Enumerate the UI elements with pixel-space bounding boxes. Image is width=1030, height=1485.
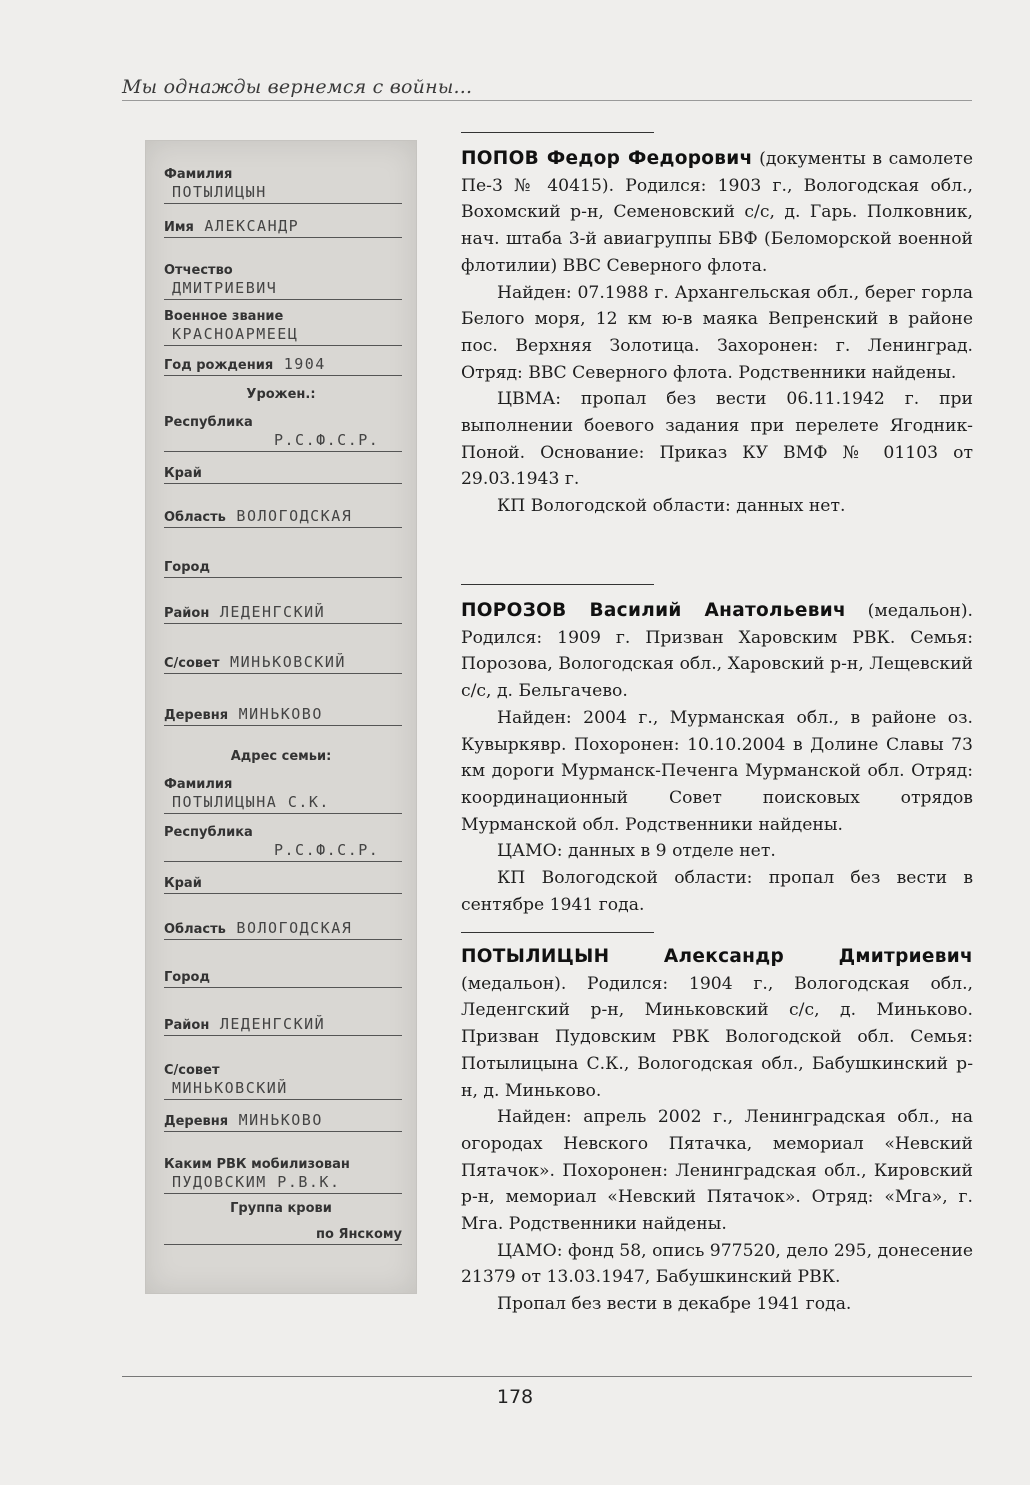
entry-separator xyxy=(461,132,654,133)
card-field-selsovet: С/совет МИНЬКОВСКИЙ xyxy=(164,653,402,671)
card-field-oblast: Область ВОЛОГОДСКАЯ xyxy=(164,507,402,525)
card-underline xyxy=(164,483,402,484)
card-field-rvk: Каким РВК мобилизован ПУДОВСКИМ Р.В.К. xyxy=(164,1157,402,1191)
card-underline xyxy=(164,527,402,528)
card-field-surname: Фамилия ПОТЫЛИЦЫН xyxy=(164,167,402,201)
entry-paragraph: Найден: апрель 2002 г., Ленинградская обл., на огородах Невского Пятачка, мемориал «Невский Пятачок». Похоронен: Ленинградская обл., Кировский р-н, мемориал «Невский Пятачок». Отряд: «Мга», г. Мга. Родственники найдены. xyxy=(461,1107,973,1235)
card-underline xyxy=(164,1131,402,1132)
card-underline xyxy=(164,345,402,346)
card-field-krai: Край xyxy=(164,463,402,481)
entry-paragraph: Найден: 2004 г., Мурманская обл., в районе оз. Кувыркявр. Похоронен: 10.10.2004 в Долине Славы 73 км дороги Мурманск-Печенга Мурманской обл. Отряд: координационный Совет поисковых отрядов Мурманской обл. Родственники найдены. xyxy=(461,707,973,835)
entry-paragraph: ПОПОВ Федор Федорович (документы в самолете Пе-3 № 40415). Родился: 1903 г., Вологодская обл., Вохомский р-н, Семеновский с/с, д. Гарь. Полковник, нач. штаба 3-й авиагруппы БВФ (Беломорской военной флотилии) ВВС Северного флота. xyxy=(461,148,973,276)
card-field-family-city: Город xyxy=(164,967,402,985)
card-field-family-village: Деревня МИНЬКОВО xyxy=(164,1111,402,1129)
page-number: 178 xyxy=(496,1386,534,1408)
card-underline xyxy=(164,1035,402,1036)
entry-paragraph: ЦАМО: данных в 9 отделе нет. xyxy=(497,841,776,862)
card-underline xyxy=(164,813,402,814)
entry-popov xyxy=(461,146,973,520)
entry-paragraph: Найден: 07.1988 г. Архангельская обл., берег горла Белого моря, 12 км ю-в маяка Вепренский в районе пос. Верхняя Золотица. Захоронен: г. Ленинград. Отряд: ВВС Северного флота. Родственники найдены. xyxy=(461,282,973,383)
card-section-family: Адрес семьи: xyxy=(230,749,332,764)
card-field-family-district: Район ЛЕДЕНГСКИЙ xyxy=(164,1015,402,1033)
entry-name: ПОТЫЛИЦЫН Александр Дмитриевич xyxy=(461,946,973,967)
card-underline xyxy=(164,577,402,578)
card-underline xyxy=(164,623,402,624)
card-underline xyxy=(164,861,402,862)
card-field-blood-group: Группа крови xyxy=(230,1201,332,1216)
card-field-district: Район ЛЕДЕНГСКИЙ xyxy=(164,603,402,621)
card-underline xyxy=(164,725,402,726)
medallion-card-scan xyxy=(145,140,417,1294)
entry-paragraph: Пропал без вести в декабре 1941 года. xyxy=(497,1294,852,1315)
card-field-village: Деревня МИНЬКОВО xyxy=(164,705,402,723)
card-section-born: Урожен.: xyxy=(246,387,316,402)
card-underline xyxy=(164,939,402,940)
entry-paragraph: ЦАМО: фонд 58, опись 977520, дело 295, донесение 21379 от 13.03.1947, Бабушкинский РВК. xyxy=(461,1240,973,1288)
entry-name: ПОРОЗОВ Василий Анатольевич xyxy=(461,600,847,621)
entry-paragraph: ПОТЫЛИЦЫН Александр Дмитриевич (медальон). Родился: 1904 г., Вологодская обл., Леденгский р-н, Миньковский с/с, д. Миньково. Призван Пудовским РВК Вологодской обл. Семья: Потылицына С.К., Вологодская обл., Бабушкинский р-н, д. Миньково. xyxy=(461,946,973,1101)
card-field-patronymic: Отчество ДМИТРИЕВИЧ xyxy=(164,263,402,297)
card-field-family-republic: Республика Р.С.Ф.С.Р. xyxy=(164,825,402,859)
running-head: Мы однажды вернемся с войны... xyxy=(122,76,473,98)
card-field-family-selsovet: С/совет МИНЬКОВСКИЙ xyxy=(164,1063,402,1097)
entry-porozov xyxy=(461,598,973,918)
card-field-family-krai: Край xyxy=(164,873,402,891)
entry-potylitsyn xyxy=(461,944,973,1318)
card-field-republic: Республика Р.С.Ф.С.Р. xyxy=(164,415,402,449)
entry-separator xyxy=(461,584,654,585)
entry-paragraph: КП Вологодской области: пропал без вести в сентябре 1941 года. xyxy=(461,868,973,915)
header-rule xyxy=(122,100,972,101)
card-field-family-oblast: Область ВОЛОГОДСКАЯ xyxy=(164,919,402,937)
card-underline xyxy=(164,451,402,452)
card-underline xyxy=(164,987,402,988)
entry-paragraph: ПОРОЗОВ Василий Анатольевич (медальон). Родился: 1909 г. Призван Харовским РВК. Семья: Порозова, Вологодская обл., Харовский р-н, Лещевский с/с, д. Бельгачево. xyxy=(461,600,973,702)
entry-paragraph: КП Вологодской области: данных нет. xyxy=(497,496,846,517)
footer-rule xyxy=(122,1376,972,1377)
card-underline xyxy=(164,237,402,238)
entry-paragraph: ЦВМА: пропал без вести 06.11.1942 г. при выполнении боевого задания при перелете Ягодник-Поной. Основание: Приказ КУ ВМФ № 01103 от 29.03.1943 г. xyxy=(461,389,973,490)
card-underline xyxy=(164,1244,402,1245)
entry-separator xyxy=(461,932,654,933)
card-field-city: Город xyxy=(164,557,402,575)
card-underline xyxy=(164,203,402,204)
card-underline xyxy=(164,375,402,376)
card-underline xyxy=(164,673,402,674)
card-field-name: Имя АЛЕКСАНДР xyxy=(164,217,402,235)
card-field-jansky: по Янскому xyxy=(164,1227,402,1242)
card-field-rank: Военное звание КРАСНОАРМЕЕЦ xyxy=(164,309,402,343)
card-field-birth-year: Год рождения 1904 xyxy=(164,355,402,373)
card-field-family-surname: Фамилия ПОТЫЛИЦЫНА С.К. xyxy=(164,777,402,811)
card-underline xyxy=(164,1099,402,1100)
entry-name: ПОПОВ Федор Федорович xyxy=(461,148,753,169)
card-underline xyxy=(164,893,402,894)
card-underline xyxy=(164,1193,402,1194)
card-underline xyxy=(164,299,402,300)
